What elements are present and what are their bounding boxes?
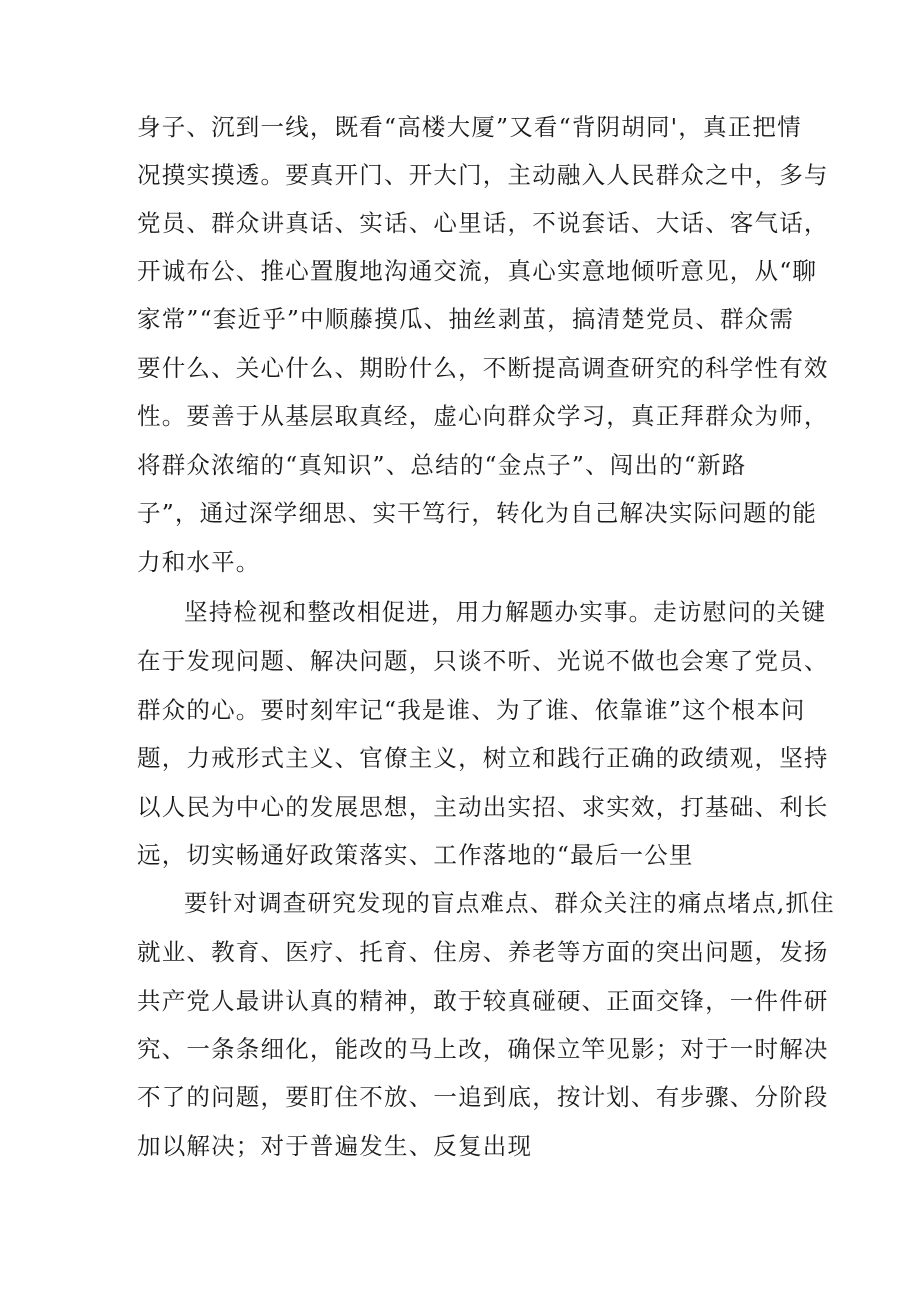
text-line: 开诚布公、推心置腹地沟通交流，真心实意地倾听意见，从“聊 xyxy=(137,257,818,285)
text-line: 远，切实畅通好政策落实、工作落地的“最后一公里 xyxy=(137,841,694,869)
text-line: 要什么、关心什么、期盼什么，不断提高调查研究的科学性有效 xyxy=(137,354,829,382)
text-line: 在于发现问题、解决问题，只谈不听、光说不做也会寒了党员、 xyxy=(137,647,829,675)
text-line: 题，力戒形式主义、官僚主义，树立和践行正确的政绩观，坚持 xyxy=(137,744,829,772)
text-line: 共产党人最讲认真的精神，敢于较真碰硬、正面交锋，一件件研 xyxy=(137,987,829,1015)
text-line: 身子、沉到一线，既看“高楼大厦”又看“背阴胡同'，真正把情 xyxy=(137,113,802,141)
text-line: 要针对调查研究发现的盲点难点、群众关注的痛点堵点,抓住 xyxy=(184,889,835,917)
text-line: 性。要善于从基层取真经，虚心向群众学习，真正拜群众为师， xyxy=(137,402,829,430)
text-line: 子”，通过深学细思、实干笃行，转化为自己解决实际问题的能 xyxy=(137,499,818,527)
text-line: 家常”“套近乎”中顺藤摸瓜、抽丝剥茧，搞清楚党员、群众需 xyxy=(137,305,795,333)
text-line: 党员、群众讲真话、实话、心里话，不说套话、大话、客气话， xyxy=(137,209,829,237)
text-line: 坚持检视和整改相促进，用力解题办实事。走访慰问的关键 xyxy=(184,598,827,626)
text-line: 以人民为中心的发展思想，主动出实招、求实效，打基础、利长 xyxy=(137,793,829,821)
text-line: 况摸实摸透。要真开门、开大门，主动融入人民群众之中，多与 xyxy=(137,161,829,189)
text-line: 就业、教育、医疗、托育、住房、养老等方面的突出问题，发扬 xyxy=(137,938,829,966)
text-line: 加以解决；对于普遍发生、反复出现 xyxy=(137,1132,533,1160)
text-line: 究、一条条细化，能改的马上改，确保立竿见影；对于一时解决 xyxy=(137,1035,829,1063)
text-line: 力和水平。 xyxy=(137,548,261,576)
text-line: 将群众浓缩的“真知识”、总结的“金点子”、闯出的“新路 xyxy=(137,451,747,479)
text-line: 不了的问题，要盯住不放、一追到底，按计划、有步骤、分阶段 xyxy=(137,1083,829,1111)
text-line: 群众的心。要时刻牢记“我是谁、为了谁、依靠谁”这个根本问 xyxy=(137,696,806,724)
